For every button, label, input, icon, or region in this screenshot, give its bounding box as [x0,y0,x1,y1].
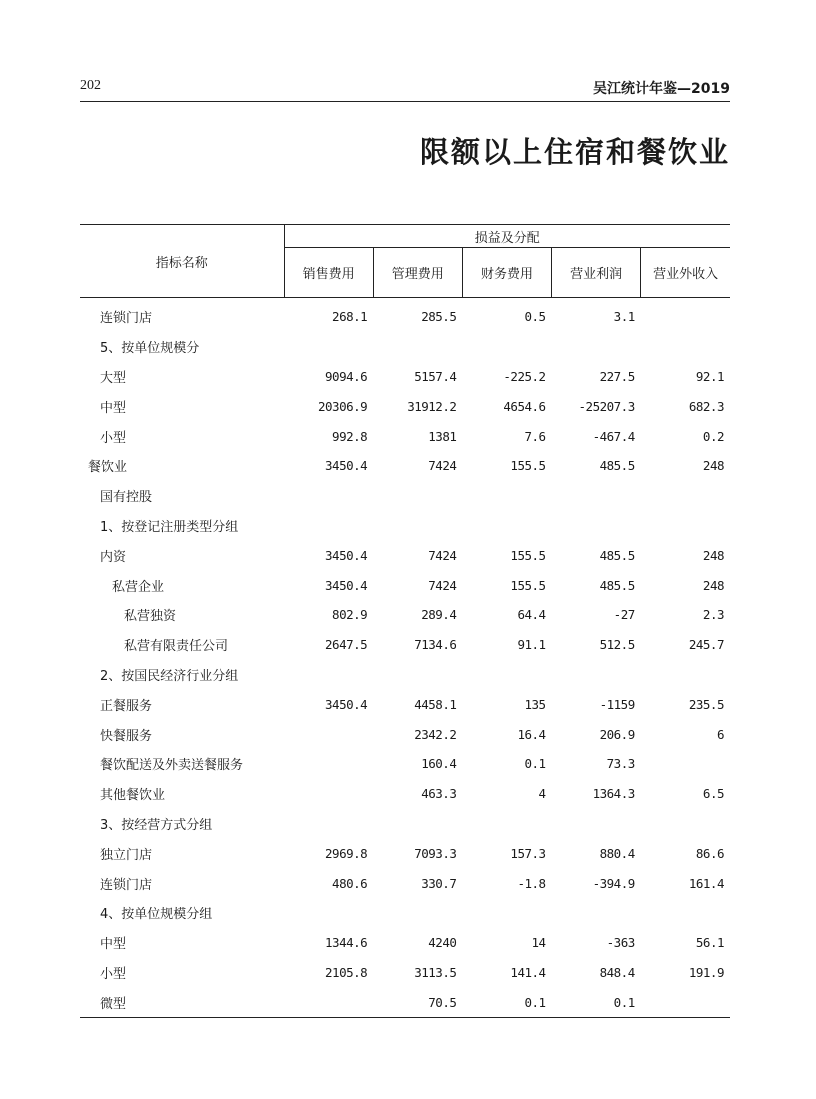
row-label: 中型 [100,400,127,416]
column-header-finance-expense: 财务费用 [462,248,551,298]
table-cell: 3450.4 [325,547,368,563]
table-cell: 86.6 [695,845,724,861]
table-row [80,600,730,630]
profit-distribution-header: 损益及分配 [284,225,730,248]
row-label: 3、按经营方式分组 [100,817,213,833]
table-cell [552,481,641,511]
row-label: 4、按单位规模分组 [100,907,213,923]
table-cell: 73.3 [606,756,635,772]
table-cell [641,749,730,779]
table-cell: -1.8 [517,875,546,891]
table-row [80,298,730,332]
table-cell: 7.6 [524,428,546,444]
table-cell: 135 [524,696,546,712]
table-cell [462,809,551,839]
table-cell [373,660,462,690]
table-cell: 4 [538,786,546,802]
table-row [80,421,730,451]
row-label: 小型 [100,966,127,982]
table-cell: 16.4 [517,726,546,742]
table-cell: -27 [613,607,635,623]
table-row [80,868,730,898]
table-cell: 3113.5 [414,964,457,980]
row-label: 中型 [100,937,127,953]
statistics-table-container [80,224,730,1018]
table-cell: 330.7 [421,875,457,891]
table-cell: -225.2 [503,368,546,384]
row-label: 私营有限责任公司 [124,639,229,655]
row-label: 连锁门店 [100,311,153,327]
table-cell: 0.5 [524,309,546,325]
statistics-table [80,224,730,1017]
row-label: 私营独资 [124,609,177,625]
table-row [80,928,730,958]
table-cell: 3.1 [613,309,635,325]
table-cell: 289.4 [421,607,457,623]
table-cell: 268.1 [332,309,368,325]
table-cell: 64.4 [517,607,546,623]
table-cell: 248 [702,458,724,474]
table-cell: 512.5 [599,637,635,653]
table-cell: -1159 [599,696,635,712]
table-cell: 7093.3 [414,845,457,861]
table-row [80,898,730,928]
table-cell [284,898,373,928]
table-cell: 848.4 [599,964,635,980]
table-cell: 463.3 [421,786,457,802]
table-cell: 485.5 [599,547,635,563]
table-cell [641,481,730,511]
table-cell: 141.4 [510,964,546,980]
table-cell: 14 [531,935,546,951]
table-cell: 2342.2 [414,726,457,742]
table-cell: 802.9 [332,607,368,623]
table-cell: 92.1 [695,368,724,384]
table-row [80,332,730,362]
table-cell: 70.5 [428,994,457,1010]
table-cell [284,511,373,541]
column-header-admin-expense: 管理费用 [373,248,462,298]
table-cell [284,779,373,809]
table-cell [373,481,462,511]
table-cell: 2105.8 [325,964,368,980]
table-cell: 91.1 [517,637,546,653]
table-row [80,540,730,570]
row-label: 内资 [100,549,127,565]
table-cell [641,987,730,1017]
table-cell: 480.6 [332,875,368,891]
row-label: 大型 [100,370,127,386]
book-title: 吴江统计年鉴—2019 [593,81,730,97]
table-cell [284,660,373,690]
table-row [80,660,730,690]
table-cell [284,481,373,511]
table-cell: 6 [716,726,724,742]
row-label: 餐饮业 [88,460,128,476]
table-row [80,689,730,719]
table-cell: 4240 [428,935,457,951]
table-cell: 235.5 [688,696,724,712]
table-row [80,362,730,392]
table-cell [373,332,462,362]
row-label: 小型 [100,430,127,446]
table-cell: 31912.2 [407,398,457,414]
table-row [80,779,730,809]
table-cell [284,332,373,362]
page-number: 202 [80,78,101,93]
column-header-sales-expense: 销售费用 [284,248,373,298]
table-cell: 248 [702,547,724,563]
table-cell: 206.9 [599,726,635,742]
table-cell: 285.5 [421,309,457,325]
table-cell: 248 [702,577,724,593]
table-body [80,298,730,1018]
table-cell: 1344.6 [325,935,368,951]
table-row [80,719,730,749]
row-label: 私营企业 [112,579,165,595]
table-cell: 227.5 [599,368,635,384]
table-cell [284,749,373,779]
table-cell: 3450.4 [325,577,368,593]
table-cell: 56.1 [695,935,724,951]
table-cell: 4458.1 [414,696,457,712]
table-cell: 155.5 [510,547,546,563]
table-row [80,511,730,541]
table-cell: 5157.4 [414,368,457,384]
table-cell: 0.2 [702,428,724,444]
table-cell [373,809,462,839]
table-row [80,987,730,1017]
column-header-operating-profit: 营业利润 [552,248,641,298]
table-cell: 155.5 [510,458,546,474]
table-cell: 992.8 [332,428,368,444]
table-cell: 3450.4 [325,458,368,474]
row-label: 正餐服务 [100,698,153,714]
table-cell [462,511,551,541]
table-cell: 161.4 [688,875,724,891]
table-cell: 7424 [428,458,457,474]
table-cell [552,898,641,928]
table-cell: 3450.4 [325,696,368,712]
row-label: 5、按单位规模分 [100,341,200,357]
table-cell: 7424 [428,547,457,563]
column-header-non-operating-income: 营业外收入 [641,248,730,298]
row-label: 微型 [100,996,127,1012]
table-cell [641,898,730,928]
table-cell: 7424 [428,577,457,593]
table-cell: -394.9 [592,875,635,891]
table-cell: 0.1 [613,994,635,1010]
table-cell: 0.1 [524,994,546,1010]
header-rule [80,101,730,102]
table-cell: 485.5 [599,458,635,474]
table-cell: 160.4 [421,756,457,772]
table-cell: 1381 [428,428,457,444]
table-row [80,749,730,779]
table-cell: 7134.6 [414,637,457,653]
table-cell [462,660,551,690]
row-label: 国有控股 [100,490,153,506]
table-cell [641,809,730,839]
table-row [80,958,730,988]
table-cell: 6.5 [702,786,724,802]
table-cell: 2969.8 [325,845,368,861]
table-cell: 2647.5 [325,637,368,653]
section-title: 限额以上住宿和餐饮业 [419,135,730,169]
table-cell: 880.4 [599,845,635,861]
table-cell [552,511,641,541]
table-cell [462,898,551,928]
table-cell [284,719,373,749]
table-row [80,630,730,660]
table-cell [641,332,730,362]
table-row [80,481,730,511]
table-bottom-rule [80,1017,730,1018]
table-cell [462,481,551,511]
table-cell: -467.4 [592,428,635,444]
table-cell: 9094.6 [325,368,368,384]
table-cell: 20306.9 [318,398,368,414]
table-cell [641,511,730,541]
table-cell [462,332,551,362]
table-cell: 0.1 [524,756,546,772]
table-cell: 245.7 [688,637,724,653]
table-cell: 2.3 [702,607,724,623]
indicator-name-header: 指标名称 [80,225,284,298]
table-cell: 1364.3 [592,786,635,802]
table-row [80,391,730,421]
table-cell [284,809,373,839]
table-cell: -363 [606,935,635,951]
row-label: 2、按国民经济行业分组 [100,668,239,684]
row-label: 连锁门店 [100,877,153,893]
table-cell [552,660,641,690]
row-label: 1、按登记注册类型分组 [100,519,239,535]
table-row [80,838,730,868]
table-cell [641,298,730,332]
table-cell [373,898,462,928]
row-label: 餐饮配送及外卖送餐服务 [100,758,244,774]
table-cell [373,511,462,541]
table-cell: 485.5 [599,577,635,593]
table-cell [284,987,373,1017]
table-cell [552,332,641,362]
table-row [80,809,730,839]
table-cell: 157.3 [510,845,546,861]
table-cell: -25207.3 [578,398,635,414]
table-cell [552,809,641,839]
page-header [80,76,730,100]
table-cell: 682.3 [688,398,724,414]
table-row [80,451,730,481]
row-label: 快餐服务 [100,728,153,744]
row-label: 独立门店 [100,847,153,863]
row-label: 其他餐饮业 [100,788,166,804]
table-cell: 191.9 [688,964,724,980]
table-cell [641,660,730,690]
table-row [80,570,730,600]
table-cell: 4654.6 [503,398,546,414]
table-cell: 155.5 [510,577,546,593]
